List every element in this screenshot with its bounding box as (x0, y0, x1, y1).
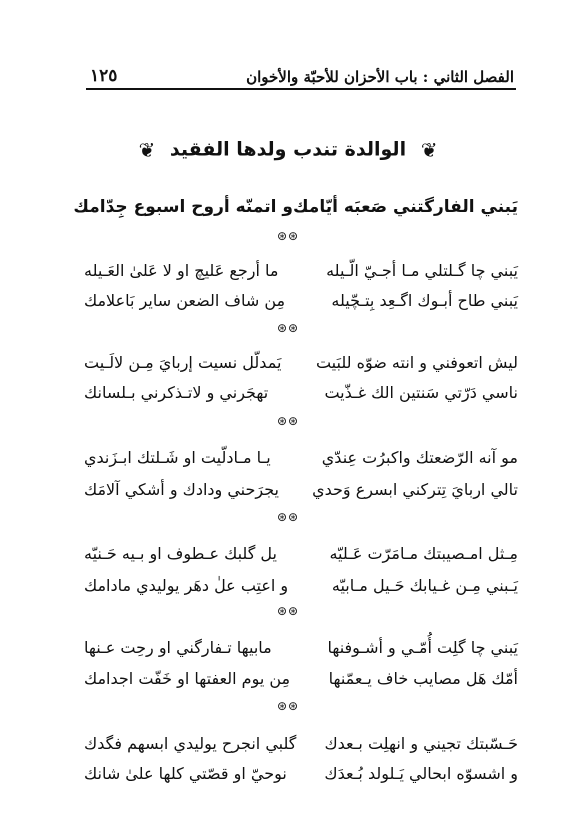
stanza-separator: ⊛⊛ (276, 321, 300, 335)
hemistich-left: ما أرجع عَليچ او لا عَلىٰ العَـيله (84, 260, 279, 280)
verse-opening (73, 192, 518, 222)
stanza-separator: ⊛⊛ (276, 229, 300, 243)
verse-line (84, 377, 518, 407)
poem-title-block (60, 138, 516, 162)
running-title: الفصل الثاني : باب الأحزان للأحبّة والأخوان (246, 68, 514, 86)
hemistich-left: مابيها تـفارگني او رحِت عـنها (84, 637, 272, 657)
hemistich-right: مو آنه الرّضعتك واكبرُت عِندّي (321, 447, 518, 467)
hemistich-right: يَبني طاح أبـوك اگـعِد بِتـچّيله (331, 290, 518, 310)
hemistich-right: يَبني الفارگتني صَعبَه أيّامك (292, 197, 518, 217)
stanza-separator: ⊛⊛ (276, 604, 300, 618)
hemistich-left: يـا مـادلّيت او شَـلتك ابـزَندي (84, 447, 271, 467)
verse-line (84, 632, 518, 662)
ornament-icon: ❦ (138, 138, 156, 162)
hemistich-left: مِن شاف الضعن ساير بَاعلامك (84, 290, 286, 310)
hemistich-right: يَـبني مِـن غـيابك حَـيل مـابيّه (331, 575, 518, 595)
hemistich-right: أمّك هَل مصايب خاف يـعمّنها (328, 668, 518, 688)
verse-line (84, 442, 518, 472)
hemistich-left: تهجَرني و لاتـذكرني بـلسانك (84, 382, 269, 402)
verse-line (84, 538, 518, 568)
page-number: ١٢٥ (90, 66, 118, 86)
hemistich-right: حَـسّبتك تجيني و انهلِت بـعدك (324, 733, 518, 753)
stanza-separator: ⊛⊛ (276, 699, 300, 713)
header-rule (86, 88, 516, 90)
verse-line (84, 570, 518, 600)
hemistich-left: يجرَحني ودادك و أشكي آلامَك (84, 479, 279, 499)
poem-title: الوالدة تندب ولدها الفقيد (169, 138, 407, 161)
hemistich-right: تالي اربايَ تِتركني ابسرع وَحدي (312, 479, 518, 499)
running-header (90, 60, 514, 86)
ornament-icon: ❦ (420, 138, 438, 162)
hemistich-left: يل گلبك عـطوف او بـيه حَـنيّه (84, 543, 277, 563)
hemistich-left: مِن يوم العفتها او خَفّت اجدامك (84, 668, 291, 688)
hemistich-left: يَمدلّل نسيت إربايَ مِـن لالَـيت (84, 352, 282, 372)
verse-line (84, 758, 518, 788)
hemistich-left: و اتمنّه أروح اسبوع جِدّامك (73, 197, 293, 217)
hemistich-right: يَبني چا گلِت أُمّـي و أشـوفنها (327, 637, 518, 657)
verse-line (84, 347, 518, 377)
hemistich-right: ناسي دَرّتي سَنتين الك غـذّيت (324, 382, 518, 402)
hemistich-right: و اشسوّه ابحالي يَـلولد بُـعدَك (324, 763, 518, 783)
hemistich-right: مِـثل امـصيبتك مـامَرّت عَـليّه (329, 543, 518, 563)
verse-line (84, 255, 518, 285)
hemistich-left: و اعتِب علٰ دهَر يوليدي مادامك (84, 575, 289, 595)
hemistich-left: نوحيّ او قصّتي كلها علىٰ شانك (84, 763, 287, 783)
verse-line (84, 728, 518, 758)
verse-line (84, 285, 518, 315)
hemistich-right: يَبني چا گـلتلي مـا أجـيّ الّـيله (326, 260, 518, 280)
verse-line (84, 474, 518, 504)
stanza-separator: ⊛⊛ (276, 414, 300, 428)
hemistich-right: ليش اتعوفني و انته ضوّه للبَيت (315, 352, 518, 372)
verse-line (84, 663, 518, 693)
stanza-separator: ⊛⊛ (276, 510, 300, 524)
hemistich-left: گلبي انجرح يوليدي ابسهم فگدك (84, 733, 297, 753)
